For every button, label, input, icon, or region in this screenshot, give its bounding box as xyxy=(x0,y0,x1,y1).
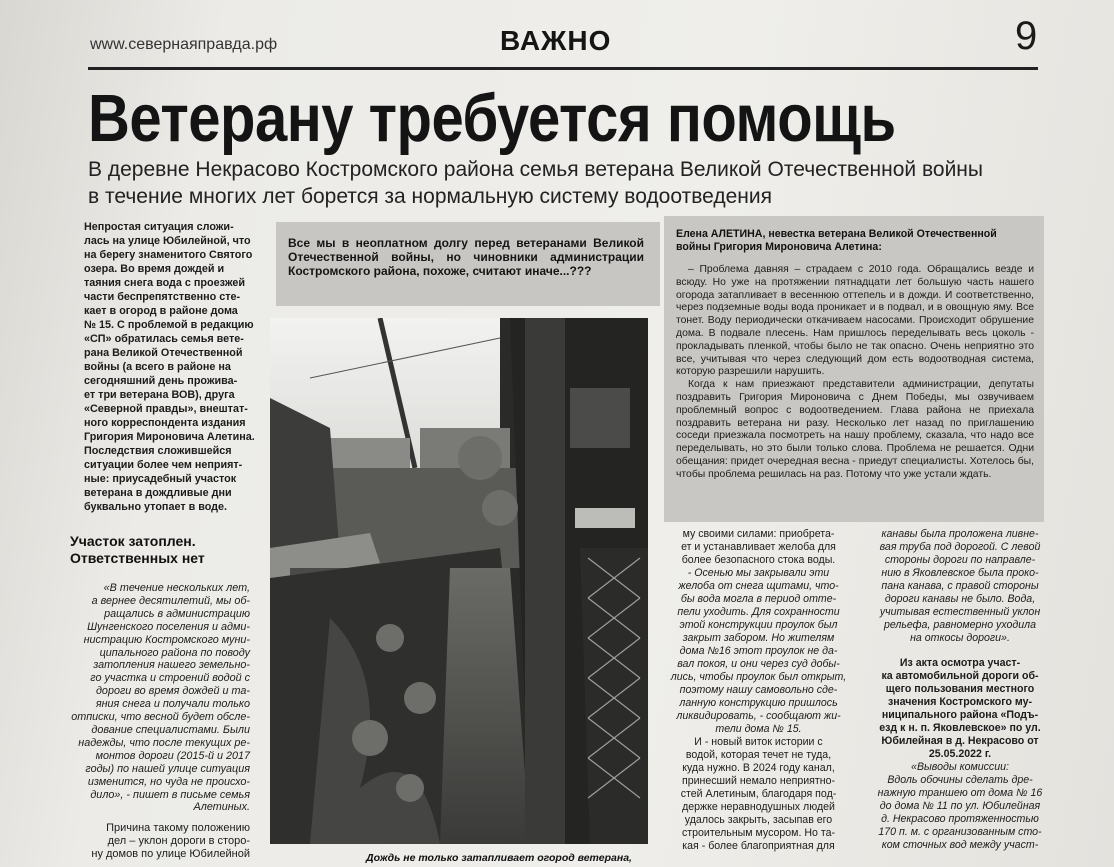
text-line: тели дома № 15. xyxy=(715,723,802,735)
text-line: д. Некрасово протяженностью xyxy=(881,813,1039,825)
text-line: надежды, что после текущих ре- xyxy=(78,736,250,749)
page-number: 9 xyxy=(1015,14,1038,58)
text-line: ные: приусадебный участок xyxy=(84,473,237,485)
text-line: ком сточных вод между участ- xyxy=(881,839,1039,851)
text-line: лась на улице Юбилейной, что xyxy=(84,235,251,247)
text-line: затопления нашего земельно- xyxy=(93,659,250,672)
section-rubric: ВАЖНО xyxy=(500,25,612,56)
text-line: поэтому нашу самовольно сде- xyxy=(679,684,838,696)
text-line: вал покоя, и они через суд добы- xyxy=(677,658,840,670)
act-heading-line: езд к н. п. Яковлевское» по ул. xyxy=(879,722,1041,734)
text-line: ращались в администрацию xyxy=(104,607,250,620)
interview-text xyxy=(676,264,1034,482)
text-line: бы вода могла в период отте- xyxy=(680,593,837,605)
text-line: ветерана в дождливые дни xyxy=(84,487,232,499)
text-line: «СП» обратилась семья вете- xyxy=(84,333,244,345)
text-line: принесший немало неприятно- xyxy=(681,775,836,787)
article-lead xyxy=(88,156,1048,210)
header-rule xyxy=(88,67,1038,70)
text-line: ет три ветерана ВОВ), друга xyxy=(84,389,235,401)
text-line: части беспрепятственно сте- xyxy=(84,291,241,303)
text-line: ликвидировать, - сообщают жи- xyxy=(676,710,841,722)
text-line: ципального района по поводу xyxy=(99,646,250,659)
text-line: Вдоль обочины сделать дре- xyxy=(887,774,1033,786)
act-heading-line: ниципального района «Подъ- xyxy=(881,709,1039,721)
text-line: а вернее десятилетий, мы об- xyxy=(91,594,250,607)
text-line: Непростая ситуация сложи- xyxy=(84,221,234,233)
article-headline: Ветерану требуется помощь xyxy=(88,81,896,156)
text-line: более безопасного стока воды. xyxy=(681,554,836,566)
text-line: канавы была проложена ливне- xyxy=(881,528,1039,540)
act-heading-line: ка автомобильной дороги об- xyxy=(881,670,1039,682)
letter-quote xyxy=(68,582,250,814)
act-heading-line: Юбилейная в д. Некрасово от xyxy=(881,735,1039,747)
text-line: ет и устанавливает желоба для xyxy=(681,541,836,553)
text-line: держке неравнодушных людей xyxy=(682,801,835,813)
text-line: Алетиных. xyxy=(193,801,250,814)
text-line: изменится, но чуда не происхо- xyxy=(87,775,250,788)
text-line: Последствия сложившейся xyxy=(84,445,232,457)
text-line: озера. Во время дождей и xyxy=(84,263,225,275)
text-line: ланную конструкцию пришлось xyxy=(679,697,838,709)
section-subhead xyxy=(70,533,205,567)
body-column-4 xyxy=(866,528,1054,852)
text-line: водой, которая течет не туда, xyxy=(685,749,832,761)
text-line: закрыт забором. Но жителям xyxy=(682,632,835,644)
subhead-line-2: Ответственных нет xyxy=(70,550,205,566)
text-line: рельефа, равномерно уходила xyxy=(883,619,1037,631)
text-line: дел – уклон дороги в сторо- xyxy=(107,835,250,847)
text-line: стороны дороги по направле- xyxy=(884,554,1036,566)
text-line: Шунгенского поселения и адми- xyxy=(87,620,250,633)
text-line: «Северной правды», внештат- xyxy=(84,403,248,415)
text-line: ситуации более чем неприят- xyxy=(84,459,243,471)
text-line: удалось закрыть, засыпав его xyxy=(684,814,833,826)
lead-line-2: в течение многих лет борется за нормальную систему водоотведения xyxy=(88,185,772,208)
text-line: ного корреспондента издания xyxy=(84,417,246,429)
text-line: рана Великой Отечественной xyxy=(84,347,243,359)
text-line: на берегу знаменитого Святого xyxy=(84,249,253,261)
text-line: ну домов по улице Юбилейной xyxy=(91,848,250,860)
site-url: www.севернаяправда.рф xyxy=(90,36,278,53)
text-line: вая труба под дорогой. С левой xyxy=(879,541,1041,553)
interview-paragraph-1: – Проблема давняя – страдаем с 2010 года. Обращались везде и всюду. Но уже на протяжении пятнадцати лет большую часть нашего огорода затапливает в весеннюю оттепель и в дожди. И соответственно, через подземные воды вода проникает и в подвал, и в овощную яму. Все тонет. Воду периодически откачиваем насосами. Происходит обрушение дома. В подвале плесень. Нам пришлось переделывать весь цоколь - прокладывать пленкой, чтобы было не так опасно. Очень неприятно это все, учитывая что через следующий дом есть водоотводная система, которую разрешили нарушить. xyxy=(676,264,1034,378)
text-line: пели уходить. Для сохранности xyxy=(677,606,840,618)
act-heading-line: значения Костромского му- xyxy=(887,696,1033,708)
text-line: нию в Яковлевское была проко- xyxy=(881,567,1039,579)
text-line: строительным мусором. Но та- xyxy=(682,827,835,839)
act-heading-line: Из акта осмотра участ- xyxy=(899,657,1021,669)
subhead-line-1: Участок затоплен. xyxy=(70,533,196,549)
body-column-3 xyxy=(666,528,851,853)
text-line: на откосы дороги». xyxy=(910,632,1010,644)
text-line: дороги во время дождей и та- xyxy=(95,685,250,698)
text-line: желоба от снега щитами, что- xyxy=(678,580,839,592)
text-line: го участка и строений водой с xyxy=(90,672,250,685)
text-line: дование специалистами. Были xyxy=(91,723,250,736)
text-line: му своими силами: приобрета- xyxy=(682,528,835,540)
text-line: 170 п. м. с организованным сто- xyxy=(878,826,1042,838)
interview-speaker: Елена АЛЕТИНА, невестка ветерана Великой Отечественной войны Григория Мироновича Алетина: xyxy=(676,228,997,253)
text-line: пана канава, с правой стороны xyxy=(881,580,1039,592)
text-line: «В течение нескольких лет, xyxy=(103,582,250,594)
text-line: яния снега и получали только xyxy=(95,698,250,711)
continuation-paragraph xyxy=(70,822,250,861)
photo-caption: Дождь не только затапливает огород ветерана, xyxy=(366,852,632,864)
text-line: Григория Мироновича Алетина. xyxy=(84,431,255,443)
act-heading-line: 25.05.2022 г. xyxy=(928,748,992,760)
text-line: сегодняшний день прожива- xyxy=(84,375,238,387)
text-line: нажную траншею от дома № 16 xyxy=(877,787,1043,799)
text-line: дороги канавы не было. Вода, xyxy=(884,593,1036,605)
text-line: куда нужно. В 2024 году канал, xyxy=(682,762,835,774)
text-line: таяния снега вода с проезжей xyxy=(84,277,245,289)
text-line: кает в огород в районе дома xyxy=(84,305,238,317)
text-line: годы) по нашей улице ситуация xyxy=(85,762,250,775)
text-line: № 15. С проблемой в редакцию xyxy=(84,319,254,331)
text-line: - Осенью мы закрывали эти xyxy=(687,567,830,579)
callout-text: Все мы в неоплатном долгу перед ветеранами Великой Отечественной войны, но чиновники администрации Костромского района, похоже, считают иначе...??? xyxy=(288,236,644,278)
interview-paragraph-2: Когда к нам приезжают представители администрации, депутаты поздравить Григория Мироновича с Днем Победы, мы озвучиваем проблемный вопрос с водоотведением. Глава района не приехала поздравить ветерана ни разу. Несколько лет назад по приглашению соседи приезжала посмотреть на нашу проблему, сказала, что надо все переделывать, но это были только слова. Проблема не решается. Одни обещания: придет очередная весна - приедут специалисты. Хотелось бы, чтобы проблема решилась на раз. Потому что уже устали ждать. xyxy=(676,379,1034,480)
text-line: до дома № 11 по ул. Юбилейная xyxy=(879,800,1041,812)
text-line: кая - более благоприятная для xyxy=(682,840,835,852)
text-line: буквально утопает в воде. xyxy=(84,501,228,513)
garden-photo xyxy=(270,318,648,844)
text-line: И - новый виток истории с xyxy=(694,736,823,748)
text-line: дило», - пишет в письме семья xyxy=(90,788,250,801)
lead-line-1: В деревне Некрасово Костромского района семья ветерана Великой Отечественной войны xyxy=(88,158,983,181)
text-line: учитывая естественный уклон xyxy=(879,606,1041,618)
text-line: нистрацию Костромского муни- xyxy=(83,633,250,646)
intro-paragraph xyxy=(84,220,256,514)
text-line: монтов дороги (2015-й и 2017 xyxy=(95,749,250,762)
callout-box xyxy=(276,222,660,306)
act-heading-line: щего пользования местного xyxy=(885,683,1035,695)
text-line: этой конструкции проулок был xyxy=(679,619,838,631)
text-line: лись, чтобы проулок был открыт, xyxy=(670,671,847,683)
text-line: «Выводы комиссии: xyxy=(911,761,1009,773)
text-line: стей Алетиным, благодаря под- xyxy=(680,788,837,800)
interview-box xyxy=(664,216,1044,522)
text-line: Причина такому положению xyxy=(106,822,250,834)
text-line: дома №16 этот проулок не да- xyxy=(679,645,838,657)
text-line: войны (а всего в районе на xyxy=(84,361,231,373)
text-line: отписки, что весной будет обсле- xyxy=(71,711,250,724)
